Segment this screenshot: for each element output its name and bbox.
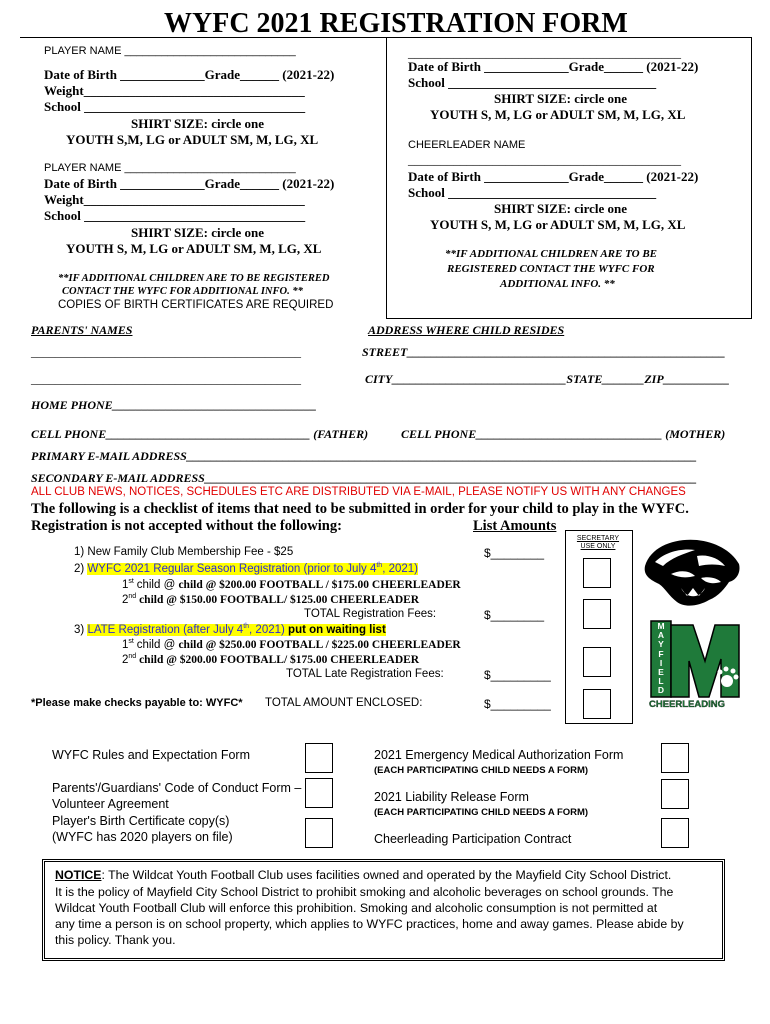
- player2-shirt-title: SHIRT SIZE: circle one: [131, 225, 265, 240]
- secretary-checkbox-3[interactable]: [583, 647, 611, 677]
- player2-weight-field[interactable]: Weight__________________________________: [44, 192, 305, 207]
- secondary-email-field[interactable]: SECONDARY E-MAIL ADDRESS__________________________________________________________________________________: [31, 471, 697, 485]
- mayfield-letter: F: [658, 648, 664, 659]
- player2-shirt-sizes[interactable]: YOUTH S, M, LG or ADULT SM, M, LG, XL: [66, 241, 322, 256]
- emergency-form-label: 2021 Emergency Medical Authorization Form: [374, 748, 624, 762]
- item-new-family-fee: 1) New Family Club Membership Fee - $25: [74, 546, 294, 558]
- regular-first-child-fee: 1st child @ child @ $200.00 FOOTBALL / $175.00 CHEERLEADER: [122, 578, 461, 591]
- player3-shirt-title: SHIRT SIZE: circle one: [494, 91, 628, 106]
- total-late-label: TOTAL Late Registration Fees:: [286, 668, 444, 680]
- right-note-line3: ADDITIONAL INFO. **: [500, 278, 615, 290]
- mayfield-letter: D: [657, 685, 665, 696]
- second-child-1-text: child @ $150.00 FOOTBALL/ $125.00 CHEERLEADER: [139, 593, 420, 606]
- player3-shirt-sizes[interactable]: YOUTH S, M, LG or ADULT SM, M, LG, XL: [430, 107, 686, 122]
- secretary-checkbox-2[interactable]: [583, 599, 611, 629]
- player3-dob-field[interactable]: Date of Birth _____________Grade______ (2021-22): [408, 59, 699, 74]
- father-cell-field[interactable]: CELL PHONE__________________________________ (FATHER): [31, 427, 369, 441]
- notice-line3: Wildcat Youth Football Club will enforce this prohibition. Smoking and alcoholic consumption is not permitted at: [55, 901, 658, 915]
- item2-highlight: [87, 563, 418, 575]
- mayfield-letter: M: [657, 621, 665, 631]
- parent-name-field-2[interactable]: _____________________________________________: [31, 372, 301, 386]
- primary-email-field[interactable]: PRIMARY E-MAIL ADDRESS_____________________________________________________________________________________: [31, 449, 697, 463]
- page-title: WYFC 2021 REGISTRATION FORM: [164, 8, 628, 39]
- checklist-intro-line1: The following is a checklist of items that need to be submitted in order for your child to play in the WYFC.: [31, 501, 689, 517]
- volunteer-agreement-label: Volunteer Agreement: [52, 797, 169, 811]
- notice-label: NOTICE: [55, 868, 102, 882]
- cheer-contract-label: Cheerleading Participation Contract: [374, 832, 572, 846]
- secretary-checkbox-4[interactable]: [583, 689, 611, 719]
- item2-sup: th: [376, 562, 383, 569]
- second-sup: nd: [128, 593, 137, 600]
- city-state-zip-field[interactable]: CITY_____________________________STATE_______ZIP___________: [365, 372, 730, 386]
- secretary-use-only: SECRETARY USE ONLY: [576, 535, 620, 550]
- mayfield-letter: L: [658, 676, 664, 687]
- late-first-child-fee: 1st child @ child @ $250.00 FOOTBALL / $225.00 CHEERLEADER: [122, 638, 461, 651]
- players-on-file-label: (WYFC has 2020 players on file): [52, 830, 233, 844]
- liability-form-note: (EACH PARTICIPATING CHILD NEEDS A FORM): [374, 807, 589, 818]
- item-regular-registration: [74, 562, 418, 575]
- cheerleader-dob-field[interactable]: Date of Birth _____________Grade______ (2021-22): [408, 169, 699, 184]
- item-late-registration: [74, 623, 386, 636]
- player1-weight-field[interactable]: Weight__________________________________: [44, 83, 305, 98]
- cheerleader-name-label: CHEERLEADER NAME: [408, 139, 526, 151]
- item2-num: 2): [74, 562, 85, 575]
- notice-line1: [55, 868, 671, 882]
- cheerleader-shirt-sizes[interactable]: YOUTH S, M, LG or ADULT SM, M, LG, XL: [430, 217, 686, 232]
- rules-form-checkbox[interactable]: [305, 743, 333, 773]
- mayfield-letter: I: [659, 657, 663, 668]
- left-note-line2: CONTACT THE WYFC FOR ADDITIONAL INFO. **: [62, 286, 303, 297]
- amount-field-2[interactable]: $________: [484, 608, 545, 622]
- second-child-2-text: child @ $200.00 FOOTBALL/ $175.00 CHEERLEADER: [139, 653, 420, 666]
- liability-form-label: 2021 Liability Release Form: [374, 790, 529, 804]
- player3-name-field[interactable]: __________________________________________: [408, 45, 681, 60]
- player1-dob-field[interactable]: Date of Birth _____________Grade______ (2021-22): [44, 67, 335, 82]
- item3-wait: put on waiting list: [288, 623, 386, 636]
- wildcat-logo: [641, 536, 743, 615]
- amount-field-1[interactable]: $________: [484, 546, 545, 560]
- mayfield-letter: Y: [658, 639, 664, 650]
- right-note-line1: **IF ADDITIONAL CHILDREN ARE TO BE: [445, 248, 657, 260]
- cheerleader-shirt-title: SHIRT SIZE: circle one: [494, 201, 628, 216]
- right-note-line2: REGISTERED CONTACT THE WYFC FOR: [447, 263, 655, 275]
- checks-payable-note: *Please make checks payable to: WYFC*: [31, 697, 243, 709]
- notice-line4: any time a person is on school property, which applies to WYFC practices, home and away games. Please abide by: [55, 917, 684, 931]
- home-phone-field[interactable]: HOME PHONE__________________________________: [31, 398, 317, 412]
- player2-name-field[interactable]: PLAYER NAME ____________________________: [44, 162, 296, 174]
- late-second-child-fee: [122, 653, 419, 666]
- total-registration-label: TOTAL Registration Fees:: [304, 608, 437, 620]
- first-sup: st: [128, 578, 134, 585]
- player1-shirt-sizes[interactable]: YOUTH S,M, LG or ADULT SM, M, LG, XL: [66, 132, 319, 147]
- second-sup-2: nd: [128, 653, 137, 660]
- rules-form-label: WYFC Rules and Expectation Form: [52, 748, 250, 762]
- first-num: 1: [122, 578, 129, 591]
- item3-sup: th: [243, 623, 250, 630]
- copies-required: COPIES OF BIRTH CERTIFICATES ARE REQUIRED: [58, 299, 334, 311]
- player2-dob-field[interactable]: Date of Birth _____________Grade______ (2021-22): [44, 176, 335, 191]
- list-amounts-header: List Amounts: [473, 518, 557, 534]
- checklist-intro-line2: Registration is not accepted without the following:: [31, 518, 342, 534]
- first-child-2-text: child @ $250.00 FOOTBALL / $225.00 CHEERLEADER: [178, 638, 461, 651]
- regular-second-child-fee: [122, 593, 419, 606]
- item3-num: 3): [74, 623, 85, 636]
- amount-field-3[interactable]: $_________: [484, 668, 551, 682]
- street-field[interactable]: STREET_____________________________________________________: [362, 345, 726, 359]
- center-divider: [386, 37, 387, 319]
- notice-line5: this policy. Thank you.: [55, 933, 176, 947]
- total-enclosed-label: TOTAL AMOUNT ENCLOSED:: [265, 697, 423, 709]
- player1-school-field[interactable]: School __________________________________: [44, 99, 306, 114]
- item2-text: WYFC 2021 Regular Season Registration (prior to July 4: [87, 562, 377, 575]
- cheerleader-name-field[interactable]: __________________________________________: [408, 152, 681, 167]
- item3-end: , 2021): [249, 623, 285, 636]
- liability-form-checkbox[interactable]: [661, 779, 689, 809]
- second-num: 2: [122, 593, 129, 606]
- second-num-2: 2: [122, 653, 129, 666]
- left-note-line1: **IF ADDITIONAL CHILDREN ARE TO BE REGISTERED: [58, 273, 330, 284]
- mayfield-letter: A: [657, 630, 665, 641]
- player2-school-field[interactable]: School __________________________________: [44, 208, 306, 223]
- mayfield-vertical-text: [651, 622, 671, 696]
- parent-name-field-1[interactable]: _____________________________________________: [31, 345, 301, 359]
- item3-highlight: [87, 624, 385, 636]
- parents-names-label: PARENTS' NAMES: [31, 323, 133, 337]
- item2-end: , 2021): [382, 562, 419, 575]
- item3-text: LATE Registration (after July 4: [87, 623, 244, 636]
- address-label: ADDRESS WHERE CHILD RESIDES: [368, 323, 565, 337]
- cheer-contract-checkbox[interactable]: [661, 818, 689, 848]
- first-child-1-text: child @ $200.00 FOOTBALL / $175.00 CHEERLEADER: [178, 578, 461, 591]
- club-news-notice: ALL CLUB NEWS, NOTICES, SCHEDULES ETC ARE DISTRIBUTED VIA E-MAIL, PLEASE NOTIFY US WITH ANY CHANGES: [31, 486, 686, 498]
- player3-school-field[interactable]: School ________________________________: [408, 75, 657, 90]
- first-sup-2: st: [128, 638, 134, 645]
- player1-name-field[interactable]: PLAYER NAME ____________________________: [44, 45, 296, 57]
- conduct-form-checkbox[interactable]: [305, 778, 333, 808]
- notice-line2: It is the policy of Mayfield City School District to prohibit smoking and alcoholic beverages on school grounds. The: [55, 885, 674, 899]
- notice-line1-text: : The Wildcat Youth Football Club uses facilities owned and operated by the Mayfield City School District.: [101, 868, 672, 882]
- right-border: [751, 37, 752, 319]
- divider-bottom: [386, 318, 752, 319]
- player1-shirt-title: SHIRT SIZE: circle one: [131, 116, 265, 131]
- mayfield-cheer-logo: [649, 619, 745, 711]
- cheerleader-school-field[interactable]: School ________________________________: [408, 185, 657, 200]
- wildcat-head-icon: [641, 536, 743, 610]
- first-num-2: 1: [122, 638, 129, 651]
- mayfield-letter: E: [658, 667, 664, 678]
- birth-cert-checkbox[interactable]: [305, 818, 333, 848]
- amount-field-4[interactable]: $_________: [484, 697, 551, 711]
- emergency-form-note: (EACH PARTICIPATING CHILD NEEDS A FORM): [374, 765, 589, 776]
- mother-cell-field[interactable]: CELL PHONE_______________________________ (MOTHER): [401, 427, 726, 441]
- emergency-form-checkbox[interactable]: [661, 743, 689, 773]
- birth-cert-label: Player's Birth Certificate copy(s): [52, 814, 230, 828]
- cheerleading-wordmark: CHEERLEADING: [649, 699, 726, 710]
- secretary-checkbox-1[interactable]: [583, 558, 611, 588]
- conduct-form-label: Parents'/Guardians' Code of Conduct Form –: [52, 781, 302, 795]
